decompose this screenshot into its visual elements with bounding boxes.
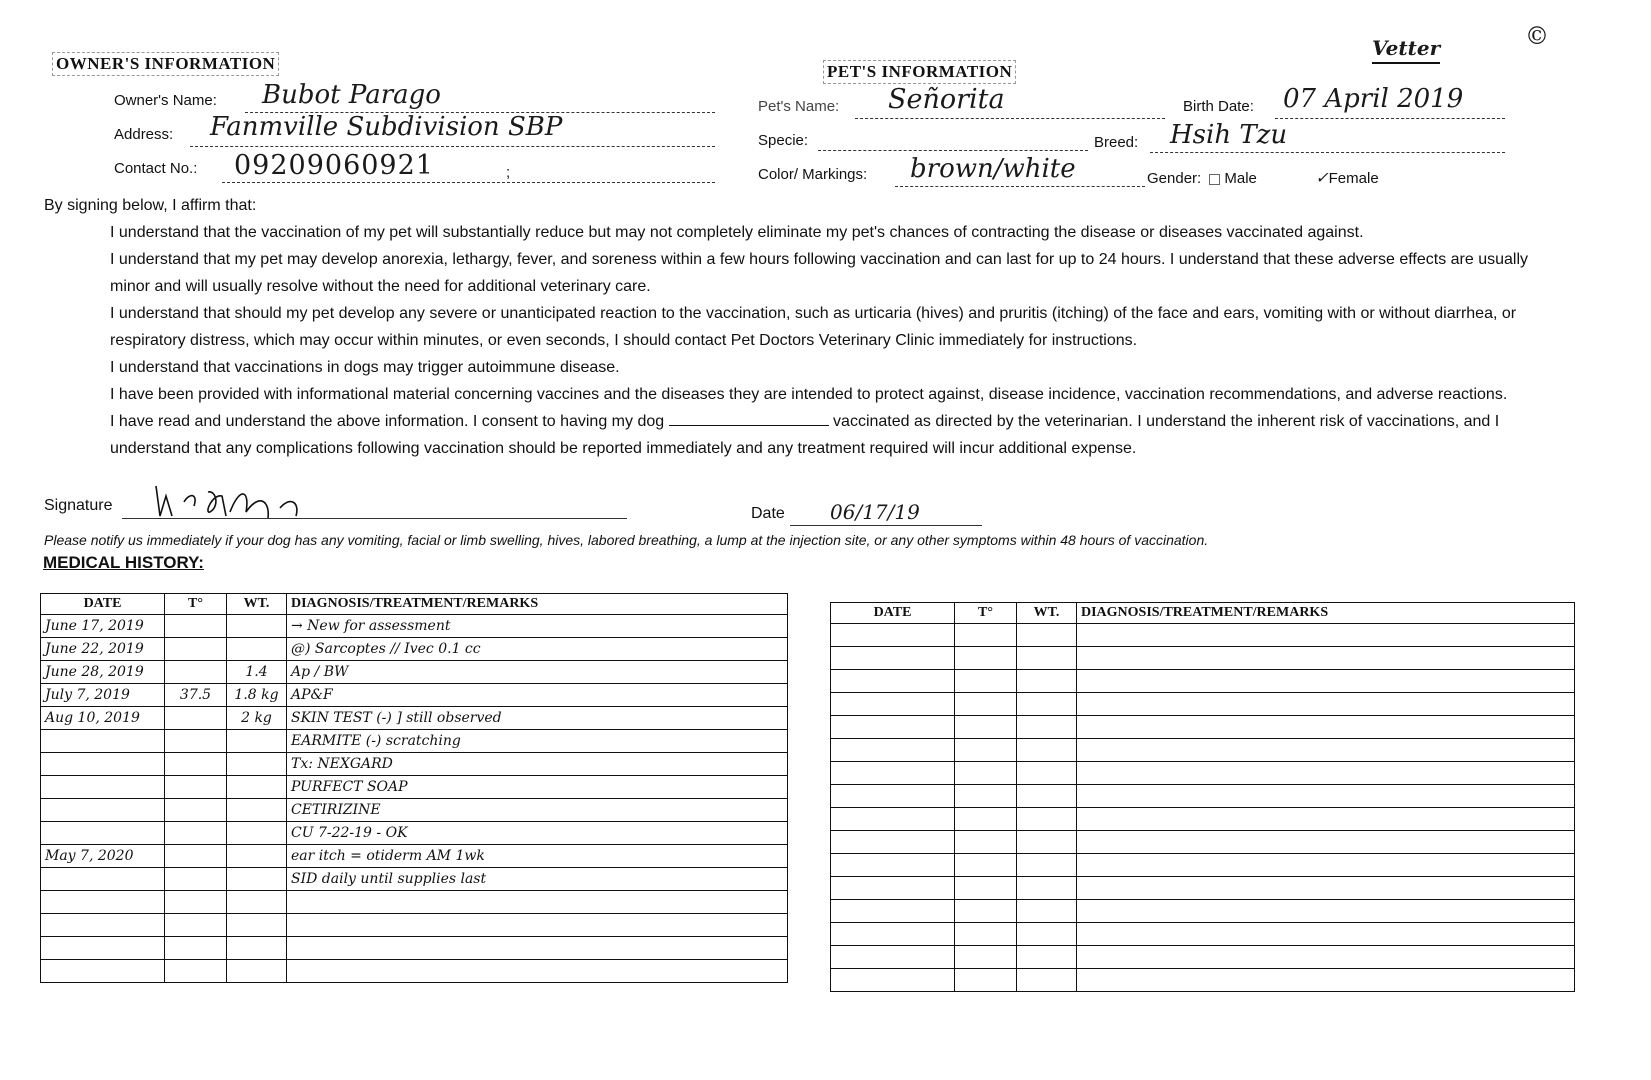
left-table-cell[interactable] [165, 868, 227, 891]
pet-gender-group [1147, 168, 1379, 187]
left-table-cell[interactable] [41, 914, 165, 937]
left-table-cell[interactable]: CU 7-22-19 - OK [287, 822, 788, 845]
table-row [831, 693, 1575, 716]
right-table-cell[interactable] [1017, 923, 1077, 946]
pet-birth-value: 07 April 2019 [1283, 84, 1464, 114]
consent-p1: I understand that the vaccination of my pet will substantially reduce but may not completely eliminate my pet's chances of contracting the disease or diseases vaccinated against. [110, 224, 1364, 241]
right-table-cell[interactable] [955, 946, 1017, 969]
left-table-cell[interactable] [287, 891, 788, 914]
right-table-cell[interactable] [1017, 739, 1077, 762]
right-table-cell[interactable] [1017, 785, 1077, 808]
left-table-cell[interactable] [165, 730, 227, 753]
right-table-cell[interactable] [1017, 716, 1077, 739]
left-table-cell[interactable]: Ap / BW [287, 661, 788, 684]
right-table-cell[interactable] [831, 693, 955, 716]
table-row [41, 684, 788, 707]
left-table-cell[interactable] [41, 799, 165, 822]
right-table-cell[interactable] [1017, 969, 1077, 992]
left-table-cell[interactable] [165, 638, 227, 661]
right-table-cell[interactable] [831, 785, 955, 808]
left-table-cell[interactable] [41, 753, 165, 776]
table-row [41, 661, 788, 684]
right-table-cell[interactable] [831, 762, 955, 785]
left-table-cell[interactable] [227, 914, 287, 937]
owner-name-value: Bubot Parago [262, 80, 441, 110]
left-table-cell[interactable] [287, 914, 788, 937]
left-table-cell[interactable] [227, 960, 287, 983]
right-table-cell[interactable] [955, 969, 1017, 992]
right-table-cell[interactable] [1077, 854, 1575, 877]
table-row [41, 914, 788, 937]
table-row [831, 670, 1575, 693]
left-table-cell[interactable]: CETIRIZINE [287, 799, 788, 822]
table-row [831, 808, 1575, 831]
table-row [831, 946, 1575, 969]
right-table-cell[interactable] [1017, 900, 1077, 923]
right-table-cell[interactable] [955, 670, 1017, 693]
left-table-cell[interactable]: 1.4 [227, 661, 287, 684]
pet-name-value: Señorita [888, 84, 1005, 115]
owner-contact-value: 09209060921 [234, 150, 434, 181]
right-table-cell[interactable] [1017, 808, 1077, 831]
left-table-cell[interactable]: EARMITE (-) scratching [287, 730, 788, 753]
date-label: Date [751, 505, 785, 522]
owner-contact-separator: ; [506, 164, 511, 181]
right-table-cell[interactable] [1077, 716, 1575, 739]
left-table-cell[interactable]: PURFECT SOAP [287, 776, 788, 799]
table-row [41, 845, 788, 868]
left-table-cell[interactable] [41, 822, 165, 845]
right-table-cell[interactable] [955, 716, 1017, 739]
pet-birth-label: Birth Date: [1183, 98, 1254, 115]
right-table-cell[interactable] [1017, 670, 1077, 693]
left-table-cell[interactable] [165, 707, 227, 730]
table-row [831, 900, 1575, 923]
left-table-cell[interactable] [227, 845, 287, 868]
left-table-cell[interactable] [287, 960, 788, 983]
consent-p2: I understand that my pet may develop anorexia, lethargy, fever, and soreness within a few hours following vaccination and can last for up to 24 hours. I understand that these adverse effects are usually minor and will usually resolve without the need for additional veterinary care. [110, 251, 1529, 295]
left-table-cell[interactable] [165, 615, 227, 638]
owner-contact-line [222, 182, 715, 183]
owner-address-value: Fanmville Subdivision SBP [210, 112, 563, 142]
right-table-cell[interactable] [1077, 969, 1575, 992]
left-table-cell[interactable] [227, 753, 287, 776]
left-table-cell[interactable]: SID daily until supplies last [287, 868, 788, 891]
table-row [41, 776, 788, 799]
right-table-cell[interactable] [831, 670, 955, 693]
right-table-cell[interactable] [1017, 647, 1077, 670]
left-table-cell[interactable]: SKIN TEST (-) ] still observed [287, 707, 788, 730]
left-table-cell[interactable] [41, 960, 165, 983]
left-table-cell[interactable] [227, 776, 287, 799]
signature-label: Signature [44, 497, 113, 514]
consent-p5: I have been provided with informational material concerning vaccines and the diseases they are intended to protect against, disease incidence, vaccination recommendations, and adverse reactions. [110, 386, 1508, 403]
left-table-cell[interactable]: July 7, 2019 [41, 684, 165, 707]
right-table-cell[interactable] [831, 647, 955, 670]
dog-name-blank[interactable] [669, 425, 829, 426]
pet-breed-value: Hsih Tzu [1170, 120, 1288, 150]
owner-address-line [190, 146, 715, 147]
owner-name-label: Owner's Name: [114, 92, 217, 109]
owner-contact-label: Contact No.: [114, 160, 198, 177]
left-table-cell[interactable] [227, 868, 287, 891]
left-table-cell[interactable] [165, 822, 227, 845]
table-row [831, 877, 1575, 900]
left-table-cell[interactable]: Tx: NEXGARD [287, 753, 788, 776]
right-table-col-header: WT. [1017, 603, 1077, 624]
left-table-cell[interactable]: @) Sarcoptes // Ivec 0.1 cc [287, 638, 788, 661]
left-table-col-header: T° [165, 594, 227, 615]
table-row [831, 854, 1575, 877]
left-table-cell[interactable] [227, 799, 287, 822]
pet-specie-line [818, 150, 1088, 151]
pet-breed-label: Breed: [1094, 134, 1139, 151]
right-table-col-header: DATE [831, 603, 955, 624]
right-table-cell[interactable] [1017, 877, 1077, 900]
consent-section [44, 192, 1564, 462]
medical-history-heading: MEDICAL HISTORY: [43, 553, 204, 572]
table-row [831, 831, 1575, 854]
date-line[interactable] [790, 525, 982, 526]
left-table-cell[interactable] [41, 730, 165, 753]
right-table-cell[interactable] [955, 739, 1017, 762]
consent-p4: I understand that vaccinations in dogs may trigger autoimmune disease. [110, 359, 620, 376]
owner-heading: OWNER'S INFORMATION [52, 52, 279, 76]
table-row [41, 638, 788, 661]
pet-name-label: Pet's Name: [758, 98, 840, 115]
left-table-cell[interactable] [41, 868, 165, 891]
owner-address-label: Address: [114, 126, 174, 143]
gender-female-mark[interactable]: ✓ [1315, 168, 1329, 187]
table-row [41, 891, 788, 914]
table-row [831, 785, 1575, 808]
vet-note: Vetter [1372, 36, 1440, 64]
left-table-cell[interactable] [165, 661, 227, 684]
left-table-cell[interactable] [41, 776, 165, 799]
left-table-cell[interactable] [227, 822, 287, 845]
notice-text: Please notify us immediately if your dog has any vomiting, facial or limb swelling, hives, labored breathing, a lump at the injection site, or any other symptoms within 48 hours of vaccination. [44, 532, 1209, 548]
left-table-cell[interactable] [165, 753, 227, 776]
signature-scribble [150, 482, 350, 524]
right-table-cell[interactable] [955, 785, 1017, 808]
left-table-cell[interactable]: AP&F [287, 684, 788, 707]
left-table-cell[interactable] [227, 638, 287, 661]
left-table-cell[interactable]: June 22, 2019 [41, 638, 165, 661]
right-table-cell[interactable] [1077, 624, 1575, 647]
table-row [41, 868, 788, 891]
table-row [831, 762, 1575, 785]
right-table-cell[interactable] [831, 716, 955, 739]
left-table-cell[interactable] [165, 845, 227, 868]
right-table-cell[interactable] [1077, 900, 1575, 923]
date-value: 06/17/19 [830, 500, 920, 524]
table-row [831, 716, 1575, 739]
pet-color-label: Color/ Markings: [758, 166, 868, 183]
right-table-cell[interactable] [831, 900, 955, 923]
right-table-cell[interactable] [831, 946, 955, 969]
gender-male-checkbox[interactable] [1209, 174, 1220, 185]
right-table-cell[interactable] [831, 923, 955, 946]
left-table-cell[interactable]: June 17, 2019 [41, 615, 165, 638]
right-table-cell[interactable] [1077, 670, 1575, 693]
right-table-cell[interactable] [831, 808, 955, 831]
right-table-cell[interactable] [831, 624, 955, 647]
table-row [41, 707, 788, 730]
right-table-cell[interactable] [1077, 831, 1575, 854]
right-table-cell[interactable] [955, 762, 1017, 785]
table-row [41, 822, 788, 845]
pet-gender-label: Gender: [1147, 170, 1202, 187]
left-table-cell[interactable] [287, 937, 788, 960]
left-table-cell[interactable] [165, 960, 227, 983]
left-table-col-header: DATE [41, 594, 165, 615]
right-table-cell[interactable] [955, 877, 1017, 900]
table-row [41, 730, 788, 753]
table-row [831, 647, 1575, 670]
right-table-cell[interactable] [1077, 808, 1575, 831]
consent-p6 [44, 408, 1564, 462]
right-table-cell[interactable] [1077, 785, 1575, 808]
right-table-cell[interactable] [1077, 739, 1575, 762]
left-table-cell[interactable] [41, 937, 165, 960]
right-table-cell[interactable] [1077, 762, 1575, 785]
right-table-cell[interactable] [955, 647, 1017, 670]
table-row [831, 739, 1575, 762]
right-table-cell[interactable] [831, 877, 955, 900]
table-row [41, 937, 788, 960]
right-table-cell[interactable] [1017, 854, 1077, 877]
table-row [831, 923, 1575, 946]
right-table-cell[interactable] [955, 923, 1017, 946]
pet-birth-line [1275, 118, 1505, 119]
right-table-cell[interactable] [1077, 693, 1575, 716]
right-table-cell[interactable] [1077, 877, 1575, 900]
left-table-cell[interactable]: May 7, 2020 [41, 845, 165, 868]
corner-mark: © [1525, 22, 1549, 50]
left-table-cell[interactable]: Aug 10, 2019 [41, 707, 165, 730]
left-table-cell[interactable]: → New for assessment [287, 615, 788, 638]
left-table-cell[interactable] [165, 914, 227, 937]
right-table-cell[interactable] [1017, 624, 1077, 647]
pet-name-line [855, 118, 1165, 119]
table-row [41, 753, 788, 776]
right-table-cell[interactable] [955, 831, 1017, 854]
table-row [41, 799, 788, 822]
left-table-cell[interactable]: 2 kg [227, 707, 287, 730]
right-table-cell[interactable] [831, 739, 955, 762]
consent-p6-end: vaccinated as directed by the veterinarian. I understand the inherent risk of vaccinations, and I understand that any complications following vaccination should be reported immediately and any treatment required will incur additional expense. [110, 413, 1500, 457]
medical-history-table-left [40, 593, 788, 983]
left-table-cell[interactable] [227, 937, 287, 960]
table-row [41, 615, 788, 638]
left-table-cell[interactable] [165, 891, 227, 914]
right-table-col-header: T° [955, 603, 1017, 624]
left-table-cell[interactable] [227, 615, 287, 638]
pet-color-line [895, 186, 1145, 187]
left-table-col-header: WT. [227, 594, 287, 615]
left-table-cell[interactable] [165, 937, 227, 960]
pet-breed-line [1150, 152, 1505, 153]
right-table-cell[interactable] [1017, 693, 1077, 716]
consent-p3: I understand that should my pet develop any severe or unanticipated reaction to the vaccination, such as urticaria (hives) and pruritis (itching) of the face and ears, vomiting with or without diarrhea, or respiratory distress, which may occur within minutes, or even seconds, I should contact Pet Doctors Veterinary Clinic immediately for instructions. [110, 305, 1517, 349]
consent-p6-start: I have read and understand the above information. I consent to having my dog [110, 413, 665, 430]
right-table-cell[interactable] [955, 808, 1017, 831]
right-table-cell[interactable] [955, 854, 1017, 877]
right-table-cell[interactable] [1017, 831, 1077, 854]
gender-male-label: Male [1224, 170, 1257, 187]
right-table-cell[interactable] [831, 969, 955, 992]
left-table-cell[interactable]: June 28, 2019 [41, 661, 165, 684]
right-table-cell[interactable] [831, 831, 955, 854]
right-table-cell[interactable] [1017, 762, 1077, 785]
right-table-cell[interactable] [1017, 946, 1077, 969]
left-table-cell[interactable] [165, 776, 227, 799]
left-table-cell[interactable]: 1.8 kg [227, 684, 287, 707]
table-row [41, 960, 788, 983]
medical-history-table-right [830, 602, 1575, 992]
right-table-cell[interactable] [1077, 946, 1575, 969]
right-table-cell[interactable] [1077, 923, 1575, 946]
right-table-cell[interactable] [955, 624, 1017, 647]
table-row [831, 969, 1575, 992]
left-table-cell[interactable]: ear itch = otiderm AM 1wk [287, 845, 788, 868]
left-table-cell[interactable] [165, 799, 227, 822]
left-table-cell[interactable] [41, 891, 165, 914]
left-table-cell[interactable] [227, 891, 287, 914]
pet-heading: PET'S INFORMATION [823, 60, 1016, 84]
gender-female-label: Female [1328, 170, 1379, 187]
pet-specie-label: Specie: [758, 132, 809, 149]
consent-intro: By signing below, I affirm that: [44, 197, 257, 214]
left-table-cell[interactable]: 37.5 [165, 684, 227, 707]
left-table-cell[interactable] [227, 730, 287, 753]
right-table-cell[interactable] [955, 900, 1017, 923]
right-table-cell[interactable] [955, 693, 1017, 716]
right-table-col-header: DIAGNOSIS/TREATMENT/REMARKS [1077, 603, 1575, 624]
left-table-col-header: DIAGNOSIS/TREATMENT/REMARKS [287, 594, 788, 615]
table-row [831, 624, 1575, 647]
pet-color-value: brown/white [910, 154, 1076, 184]
right-table-cell[interactable] [1077, 647, 1575, 670]
right-table-cell[interactable] [831, 854, 955, 877]
